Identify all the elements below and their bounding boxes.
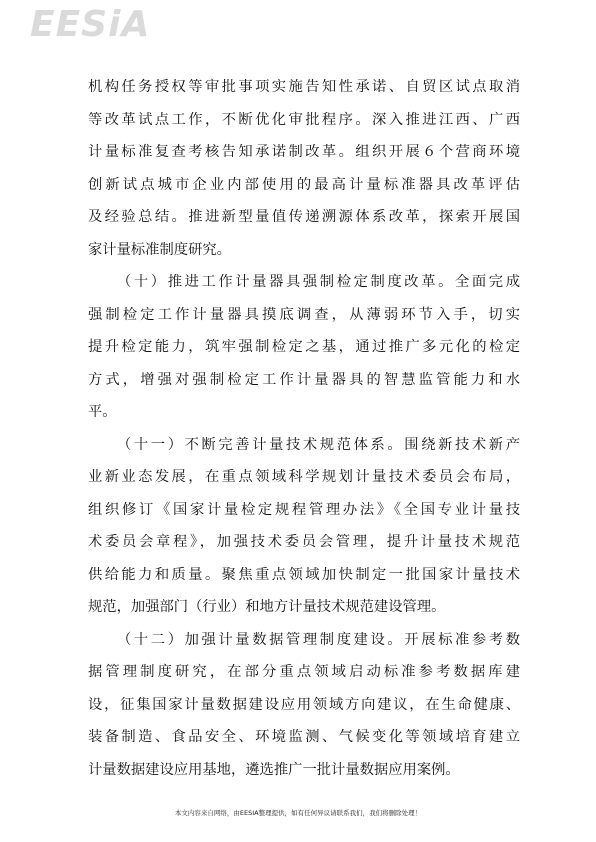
text-line: 提升检定能力，筑牢强制检定之基，通过推广多元化的检定: [88, 339, 520, 355]
text-line: 创新试点城市企业内部使用的最高计量标准器具改革评估: [88, 176, 520, 193]
paragraph-4: [88, 624, 520, 787]
text-line: 平。: [88, 404, 117, 420]
text-line: 机构任务授权等审批事项实施告知性承诺、自贸区试点取消: [88, 79, 520, 95]
text-line: 计量标准复查考核告知承诺制改革。组织开展６个营商环境: [88, 144, 520, 160]
footer-disclaimer: 本文内容来自网络，由EESIA整理提供，如有任何异议请联系我们，我们将删除处理！: [174, 809, 422, 817]
text-line: 规范，加强部门（行业）和地方计量技术规范建设管理。: [88, 599, 446, 615]
text-line: （十）推进工作计量器具强制检定制度改革。全面完成: [117, 274, 520, 290]
text-line: 组织修订《国家计量检定规程管理办法》《全国专业计量技: [88, 501, 520, 518]
text-line: 等改革试点工作，不断优化审批程序。深入推进江西、广西: [88, 111, 520, 128]
text-line: 方式，增强对强制检定工作计量器具的智慧监管能力和水: [88, 371, 520, 388]
text-line: 及经验总结。推进新型量值传递溯源体系改革，探索开展国: [88, 209, 520, 225]
text-line: 强制检定工作计量器具摸底调查，从薄弱环节入手，切实: [88, 306, 520, 323]
paragraph-1: [88, 71, 520, 266]
paragraph-2: [88, 266, 520, 429]
text-line: 据管理制度研究，在部分重点领域启动标准参考数据库建: [88, 664, 520, 680]
eesia-logo: EESiA: [30, 4, 151, 45]
text-line: 设，征集国家计量数据建设应用领域方向建议，在生命健康、: [88, 696, 520, 713]
text-line: 家计量标准制度研究。: [88, 241, 231, 258]
text-line: 装备制造、食品安全、环境监测、气候变化等领域培育建立: [88, 729, 520, 745]
text-line: 供给能力和质量。聚焦重点领域加快制定一批国家计量技术: [88, 566, 520, 583]
document-body: [88, 71, 520, 786]
text-line: 术委员会章程》，加强技术委员会管理，提升计量技术规范: [88, 534, 520, 550]
text-line: （十二）加强计量数据管理制度建设。开展标准参考数: [117, 631, 520, 648]
text-line: （十一）不断完善计量技术规范体系。围绕新技术新产: [117, 436, 520, 453]
paragraph-3: [88, 429, 520, 624]
text-line: 计量数据建设应用基地，遴选推广一批计量数据应用案例。: [88, 761, 460, 778]
text-line: 业新业态发展，在重点领域科学规划计量技术委员会布局，: [88, 469, 520, 485]
